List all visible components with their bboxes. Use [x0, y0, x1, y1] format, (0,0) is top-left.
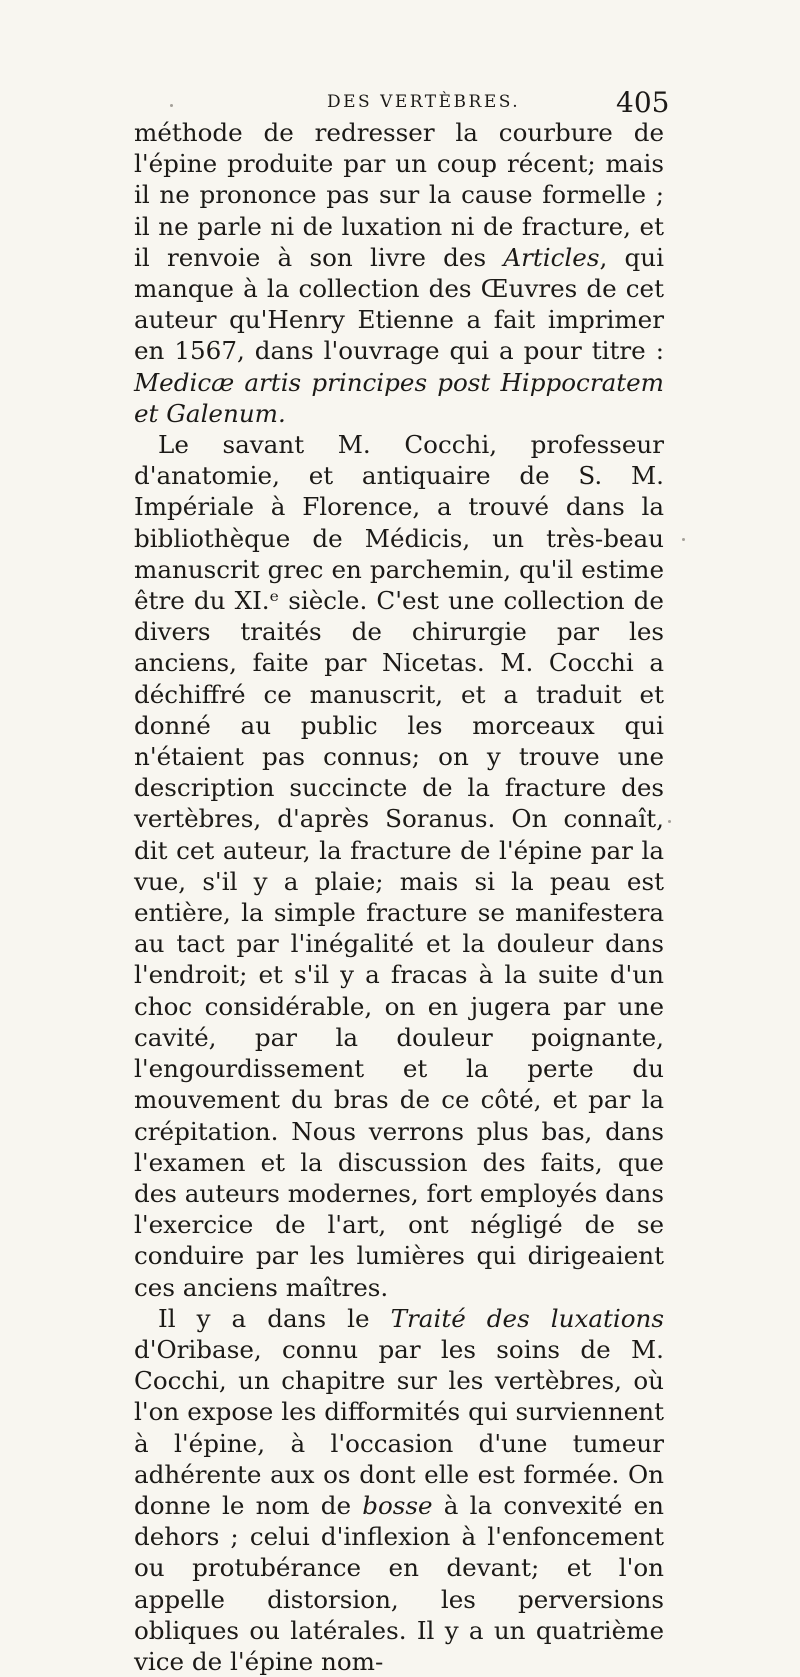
page-number: 405: [616, 86, 670, 119]
p1-italic-title: Medicæ artis principes post Hippocratem et Galenum.: [134, 367, 664, 428]
p3-italic-bosse: bosse: [362, 1490, 433, 1520]
paragraph-1: [134, 117, 664, 429]
p1-text-a: méthode de redresser la courbure de l'épine produite par un coup récent; mais il ne prononce pas sur la cause formelle ; il ne parle ni de luxation ni de fracture, et il renvoie à son livre des: [134, 118, 664, 272]
paragraph-2: Le savant M. Cocchi, professeur d'anatomie, et antiquaire de S. M. Impériale à Florence, a trouvé dans la bibliothèque de Médicis, un très-beau manuscrit grec en parchemin, qu'il estime être du XI.ᵉ siècle. C'est une collection de divers traités de chirurgie par les anciens, faite par Nicetas. M. Cocchi a déchiffré ce manuscrit, et a traduit et donné au public les morceaux qui n'étaient pas connus; on y trouve une description succincte de la fracture des vertèbres, d'après Soranus. On connaît, dit cet auteur, la fracture de l'épine par la vue, s'il y a plaie; mais si la peau est entière, la simple fracture se manifestera au tact par l'inégalité et la douleur dans l'endroit; et s'il y a fracas à la suite d'un choc considérable, on en jugera par une cavité, par la douleur poignante, l'engourdissement et la perte du mouvement du bras de ce côté, et par la crépitation. Nous verrons plus bas, dans l'examen et la discussion des faits, que des auteurs modernes, fort employés dans l'exercice de l'art, ont négligé de se conduire par les lumières qui dirigeaient ces anciens maîtres.: [134, 430, 664, 1302]
p3-text-b: d'Oribase, connu par les soins de M. Cocchi, un chapitre sur les vertèbres, où l'on expose les difformités qui surviennent à l'épine, à l'occasion d'une tumeur adhérente aux os dont elle est formée. On donne le nom de: [134, 1334, 664, 1520]
paper-speck: [170, 104, 173, 107]
body-text: [134, 117, 664, 1677]
paper-speck: [682, 538, 685, 541]
paper-speck: [668, 820, 671, 823]
p3-italic-traite: Traité des luxations: [390, 1303, 665, 1333]
paragraph-3: [134, 1303, 664, 1677]
p1-italic-articles: Articles: [503, 242, 600, 272]
p1-text-b: , qui manque à la collection des Œuvres de cet auteur qu'Henry Etienne a fait imprimer en 1567, dans l'ouvrage qui a pour titre :: [134, 242, 664, 366]
p3-text-a: Il y a dans le: [158, 1303, 391, 1333]
running-title: DES VERTÈBRES.: [327, 92, 521, 112]
p3-text-c: à la convexité en dehors ; celui d'inflexion à l'enfoncement ou protubérance en devant; et l'on appelle distorsion, les perversions obliques ou latérales. Il y a un quatrième vice de l'épine nom-: [134, 1490, 664, 1676]
